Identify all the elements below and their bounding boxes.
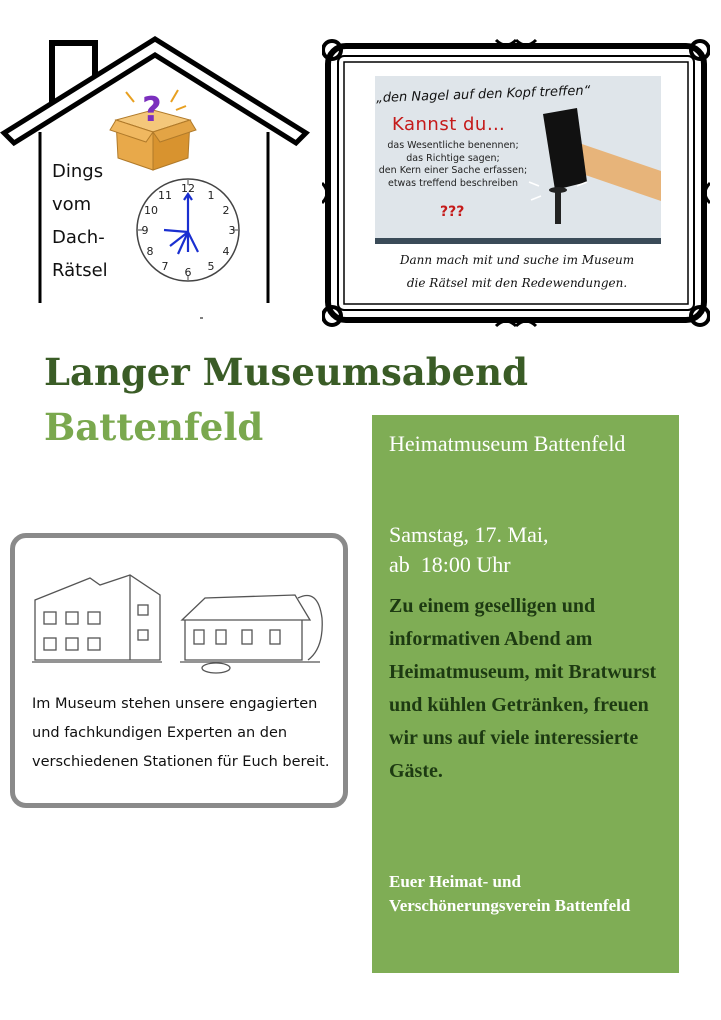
idiom-meanings xyxy=(368,140,538,190)
clock-number: 7 xyxy=(161,260,169,273)
house-label-line: Rätsel xyxy=(52,260,108,281)
clock-number: 4 xyxy=(222,245,230,258)
clock-icon xyxy=(134,176,242,284)
question-marks: ??? xyxy=(440,204,465,220)
hammer-icon xyxy=(525,106,661,231)
house-label xyxy=(52,155,132,287)
event-description: Zu einem geselligen und informativen Abend am Heimatmuseum, mit Bratwurst und kühlen Getränken, freuen wir uns auf viele interessierte Gäste. xyxy=(389,595,657,782)
event-time-line: ab 18:00 Uhr xyxy=(389,552,511,577)
event-date-line: Samstag, 17. Mai, xyxy=(389,522,549,547)
frame-caption xyxy=(362,249,672,295)
house-label-line: Dings xyxy=(52,161,104,182)
page-title: Langer Museumsabend xyxy=(44,350,528,394)
clock-number: 6 xyxy=(184,266,192,279)
clock-number: 11 xyxy=(158,189,172,202)
museum-sketch xyxy=(30,560,330,680)
page-subtitle: Battenfeld xyxy=(44,405,264,449)
sketch-description: Im Museum stehen unsere engagierten und fachkundigen Experten an den verschiedenen Stationen für Euch bereit. xyxy=(32,696,330,770)
idiom-meaning: den Kern einer Sache erfassen; xyxy=(378,165,528,176)
ground-line xyxy=(375,238,661,244)
clock-number: 10 xyxy=(144,204,158,217)
house-label-line: vom xyxy=(52,194,92,215)
event-date xyxy=(389,520,669,580)
clock-number: 2 xyxy=(222,204,230,217)
clock-number: 5 xyxy=(207,260,215,273)
idiom-text: „den Nagel auf den Kopf treffen“ xyxy=(375,83,591,106)
organizer-signature: Euer Heimat- und Verschönerungsverein Battenfeld xyxy=(389,872,631,915)
clock-number: 3 xyxy=(228,224,236,237)
frame-caption-line: Dann mach mit und suche im Museum xyxy=(399,253,635,267)
clock-number: 1 xyxy=(207,189,215,202)
frame-caption-line: die Rätsel mit den Redewendungen. xyxy=(406,276,628,290)
idiom-meaning: das Richtige sagen; xyxy=(406,152,500,164)
question-mark: ? xyxy=(142,90,162,130)
event-location: Heimatmuseum Battenfeld xyxy=(389,431,626,456)
idiom-heading: Kannst du… xyxy=(392,114,506,135)
clock-number: 12 xyxy=(181,182,195,195)
idiom-meaning: etwas treffend beschreiben xyxy=(387,177,518,189)
clock-number: 9 xyxy=(141,224,149,237)
idiom-meaning: das Wesentliche benennen; xyxy=(387,140,519,151)
house-label-line: Dach- xyxy=(52,227,105,248)
clock-number: 8 xyxy=(146,245,154,258)
